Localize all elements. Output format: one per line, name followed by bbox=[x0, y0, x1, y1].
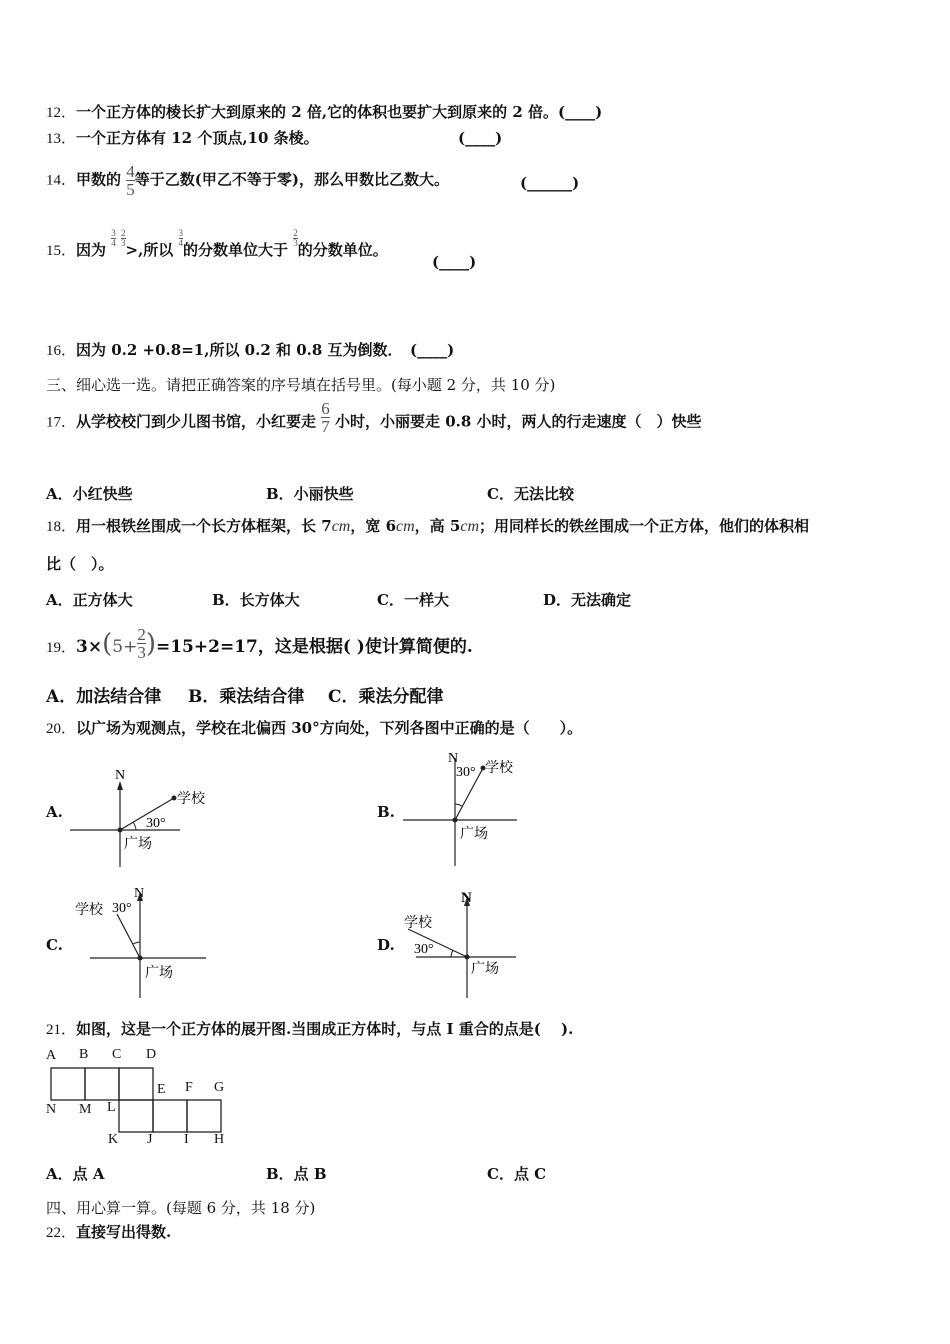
point-e-label: E bbox=[157, 1082, 166, 1097]
question-text: 因为 0.2 +0.8=1,所以 0.2 和 0.8 互为倒数． bbox=[76, 341, 403, 359]
question-text: 如图，这是一个正方体的展开图.当围成正方体时，与点 I 重合的点是( ). bbox=[76, 1020, 574, 1038]
question-number: 19． bbox=[46, 640, 77, 656]
question-number: 14． bbox=[46, 172, 77, 189]
north-label: N bbox=[448, 751, 459, 766]
point-j-label: J bbox=[147, 1132, 153, 1147]
question-13 bbox=[46, 128, 319, 149]
question-12 bbox=[46, 102, 602, 123]
question-text: 甲数的 bbox=[76, 170, 122, 189]
diagram-label-a[interactable]: A. bbox=[46, 803, 63, 821]
point-m-label: M bbox=[79, 1102, 92, 1117]
angle-arc bbox=[133, 942, 140, 944]
school-label: 学校 bbox=[177, 792, 205, 807]
point-a-label: A bbox=[46, 1048, 57, 1063]
angle-label: 30° bbox=[456, 765, 476, 780]
question-17: 17．从学校校门到少儿图书馆，小红要走 $\frac{6}{7}$ 小时，小丽要走 0.8 小时，两人的行走速度（ ）快些 bbox=[46, 399, 702, 436]
square-point bbox=[138, 956, 143, 961]
question-number: 18． bbox=[46, 519, 77, 535]
option-a[interactable]: A．点 A bbox=[46, 1165, 105, 1183]
answer-blank[interactable]: (______) bbox=[520, 174, 580, 192]
point-f-label: F bbox=[185, 1080, 193, 1095]
question-text: 等于乙数(甲乙不等于零)，那么甲数比乙数大。 bbox=[134, 170, 449, 189]
option-b[interactable]: B．点 B bbox=[266, 1165, 327, 1183]
diagram-label-b[interactable]: B. bbox=[377, 803, 395, 821]
point-n-label: N bbox=[46, 1102, 57, 1117]
option-c[interactable]: C．一样大 bbox=[377, 591, 449, 609]
question-22 bbox=[46, 1222, 171, 1243]
school-label: 学校 bbox=[404, 916, 432, 931]
diagram-label-d[interactable]: D. bbox=[377, 936, 395, 954]
fraction: $\frac{6}{7}$ bbox=[321, 399, 330, 436]
question-number: 16． bbox=[46, 343, 77, 359]
school-label: 学校 bbox=[485, 761, 513, 776]
question-text: 以广场为观测点，学校在北偏西 30°方向处，下列各图中正确的是（ ）。 bbox=[76, 719, 583, 737]
question-14 bbox=[46, 163, 449, 198]
square-label: 广场 bbox=[145, 966, 173, 981]
option-a[interactable]: A．正方体大 bbox=[46, 591, 133, 609]
option-c[interactable]: C．无法比较 bbox=[487, 485, 574, 503]
question-18: 18．用一根铁丝围成一个长方体框架，长 7cm，宽 6cm，高 5cm；用同样长的铁丝围成一个正方体，他们的体积相 bbox=[46, 517, 810, 535]
option-a[interactable]: A．加法结合律 bbox=[46, 687, 162, 707]
question-15: 15．因为 $\frac{3}{4}$ $\frac{2}{3}$ >,所以 $\frac{3}{4}$ 的分数单位大于 $\frac{2}{3}$ 的分数单位。 bbox=[46, 227, 388, 259]
point-b-label: B bbox=[79, 1047, 89, 1062]
school-direction-line bbox=[117, 914, 140, 958]
question-number: 17． bbox=[46, 414, 77, 431]
question-text: 一个正方体的棱长扩大到原来的 2 倍,它的体积也要扩大到原来的 2 倍。(____) bbox=[76, 103, 603, 121]
point-g-label: G bbox=[214, 1080, 225, 1095]
question-20 bbox=[46, 718, 582, 739]
square-label: 广场 bbox=[124, 837, 152, 852]
option-a[interactable]: A．小红快些 bbox=[46, 485, 133, 503]
question-21 bbox=[46, 1019, 573, 1040]
diagram-label-c[interactable]: C. bbox=[46, 936, 63, 954]
school-label: 学校 bbox=[75, 903, 103, 918]
fraction: $\frac{3}{4}$ bbox=[178, 227, 184, 248]
answer-blank[interactable]: (____) bbox=[432, 253, 477, 271]
option-b[interactable]: B．小丽快些 bbox=[266, 485, 354, 503]
question-19: 19．3×(5+ $\frac{2}{3}$ )=15+2=17，这是根据( )使计算简便的. bbox=[46, 625, 473, 662]
answer-blank[interactable]: (____) bbox=[410, 341, 455, 359]
option-b[interactable]: B．长方体大 bbox=[212, 591, 300, 609]
fraction: $\frac{2}{3}$ bbox=[293, 227, 298, 248]
compass-diagram-d[interactable] bbox=[400, 885, 540, 1001]
square-point bbox=[453, 818, 458, 823]
section-heading-3: 三、细心选一选。请把正确答案的序号填在括号里。(每小题 2 分，共 10 分) bbox=[46, 376, 556, 394]
point-h-label: H bbox=[214, 1132, 225, 1147]
fraction: $\frac{2}{3}$ bbox=[137, 625, 146, 662]
fraction: $\frac{4}{5}$ bbox=[126, 162, 135, 199]
option-b[interactable]: B．乘法结合律 bbox=[188, 687, 305, 707]
compass-diagram-b[interactable] bbox=[400, 748, 540, 870]
square-point bbox=[465, 955, 470, 960]
question-text: 一个正方体有 12 个顶点,10 条棱。 bbox=[76, 129, 319, 147]
question-number: 15． bbox=[46, 243, 77, 259]
point-l-label: L bbox=[107, 1100, 116, 1115]
angle-arc bbox=[455, 804, 462, 806]
angle-label: 30° bbox=[146, 816, 166, 831]
compass-diagram-a[interactable] bbox=[70, 765, 230, 870]
fraction: $\frac{3}{4}$ bbox=[111, 227, 116, 248]
fraction: $\frac{2}{3}$ bbox=[121, 227, 126, 248]
option-c[interactable]: C．点 C bbox=[487, 1165, 547, 1183]
square-label: 广场 bbox=[471, 962, 499, 977]
question-number: 22． bbox=[46, 1225, 77, 1241]
question-number: 12． bbox=[46, 105, 77, 121]
point-c-label: C bbox=[112, 1047, 122, 1062]
question-16 bbox=[46, 340, 403, 361]
compass-diagram-c[interactable] bbox=[70, 882, 220, 1000]
section-heading-4: 四、用心算一算。(每题 6 分，共 18 分) bbox=[46, 1199, 316, 1217]
square-label: 广场 bbox=[460, 827, 488, 842]
point-i-label: I bbox=[184, 1132, 189, 1147]
north-label: N bbox=[134, 886, 145, 901]
square-point bbox=[118, 828, 123, 833]
answer-blank[interactable]: (____) bbox=[458, 129, 503, 147]
north-label: N bbox=[461, 890, 472, 906]
cube-net-diagram bbox=[50, 1067, 225, 1137]
option-c[interactable]: C．乘法分配律 bbox=[328, 687, 444, 707]
point-k-label: K bbox=[108, 1132, 119, 1147]
question-number: 21． bbox=[46, 1022, 77, 1038]
option-d[interactable]: D．无法确定 bbox=[543, 591, 632, 609]
question-number: 13． bbox=[46, 131, 77, 147]
question-number: 20． bbox=[46, 721, 77, 737]
angle-label: 30° bbox=[414, 942, 434, 957]
angle-label: 30° bbox=[112, 901, 132, 916]
question-18-line2: 比（ ）。 bbox=[46, 555, 114, 573]
angle-arc bbox=[133, 822, 136, 830]
question-text: 直接写出得数. bbox=[76, 1223, 172, 1241]
point-d-label: D bbox=[146, 1047, 157, 1062]
school-point bbox=[172, 796, 177, 801]
angle-arc bbox=[451, 950, 453, 957]
north-label: N bbox=[115, 768, 126, 783]
